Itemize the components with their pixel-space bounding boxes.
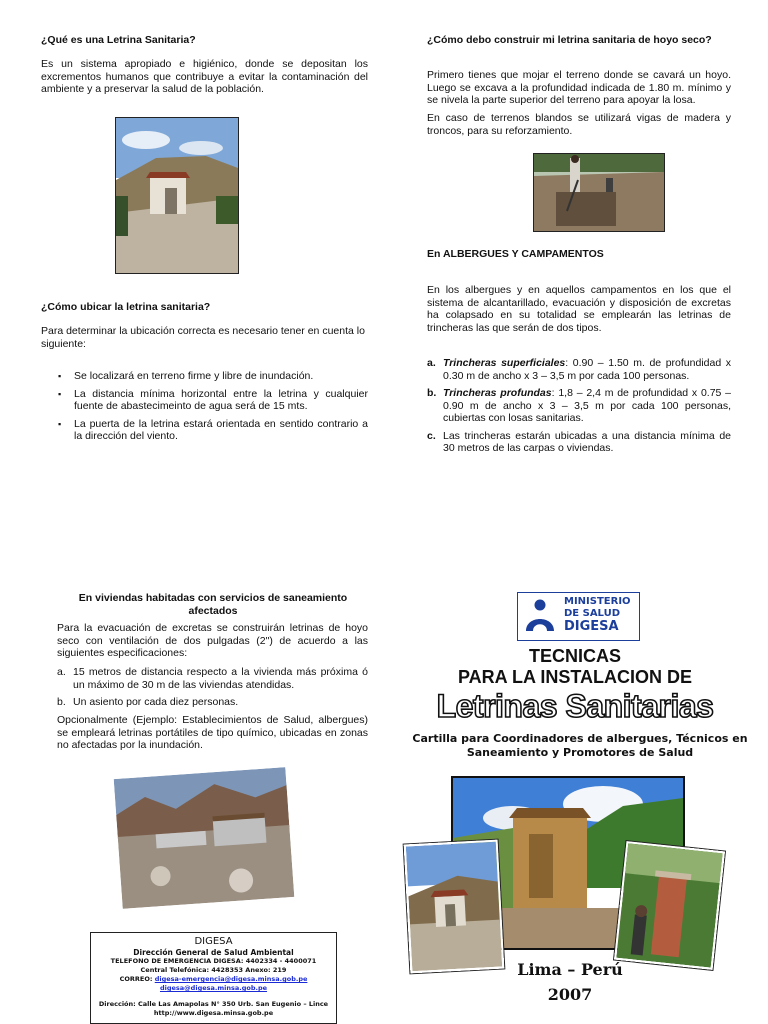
photo-portable-latrines [114,767,295,909]
contact-web[interactable]: http://www.digesa.minsa.gob.pe [153,1009,274,1017]
contact-address: Dirección: Calle Las Amapolas N° 350 Urb. San Eugenio – Lince [98,1000,329,1008]
list-item: b. Trincheras profundas: 1,8 – 2,4 m de profundidad x 0.75 – 0.90 m de ancho x 3 – 3,5 m por cada 100 personas, cubiertas con losas sanitarias. [427,387,732,424]
contact-phone: TELEFONO DE EMERGENCIA DIGESA: 4402334 - 4400071 [110,957,317,965]
list-item: a. 15 metros de distancia respecto a la vivienda más próxima ó un máximo de 30 m de las viviendas atendidas. [57,666,368,691]
heading-albergues: En ALBERGUES Y CAMPAMENTOS [427,248,604,260]
heading-que-es: ¿Qué es una Letrina Sanitaria? [41,34,196,46]
person-logo-icon [521,597,559,635]
photo-brick-latrine-man [614,841,725,970]
para-viviendas-1: Para la evacuación de excretas se construirán letrinas de hoyo seco con ventilación de dos pulgadas (2") de acuerdo a las siguientes especificaciones: [57,622,368,659]
contact-org: DIGESA [194,936,233,947]
heading-viviendas: En viviendas habitadas con servicios de saneamiento afectados [78,592,348,617]
para-albergues: En los albergues y en aquellos campamentos en los que el sistema de alcantarillado, evacuación y disposición de excretas ha colapsado en su totalidad se emplearán las letrinas de trincheras las que serán de dos tipos. [427,284,731,334]
bullet-list-ubicacion [41,370,368,448]
para-viviendas-2: Opcionalmente (Ejemplo: Establecimientos de Salud, albergues) se empleará letrinas portátiles de tipo químico, ubicadas en zonas no afectadas por la inundación. [57,714,368,751]
list-trincheras [427,357,731,460]
cover-subtitle: Cartilla para Coordinadores de albergues, Técnicos en Saneamiento y Promotores de Salud [412,732,748,759]
list-item: c. Las trincheras estarán ubicadas a una distancia mínima de 30 metros de las carpas o viviendas. [427,429,731,454]
logo-de-salud: DE SALUD [564,608,620,619]
photo-latrine-small [404,840,505,974]
ministerio-logo [517,592,640,641]
para-que-es: Es un sistema apropiado e higiénico, donde se depositan los excrementos humanos que contribuye a evitar la contaminación del ambiente y a preservar la salud de la población. [41,58,368,95]
list-item: a. Trincheras superficiales: 0.90 – 1.50 m. de profundidad x 0.30 m de ancho x 3 – 3,5 m por cada 100 personas. [427,357,731,382]
heading-como-construir: ¿Cómo debo construir mi letrina sanitaria de hoyo seco? [427,34,712,46]
email-link-emergencia[interactable]: digesa-emergencia@digesa.minsa.gob.pe [154,975,308,983]
cover-title-tecnicas: TECNICAS [528,646,621,666]
cover-title-instalacion: PARA LA INSTALACION DE [458,667,692,687]
para-como-ubicar: Para determinar la ubicación correcta es necesario tener en cuenta lo siguiente: [41,325,365,350]
para-construir-1: Primero tienes que mojar el terreno donde se cavará un hoyo. Luego se excava a la profundidad indicada de 1.80 m. mínimo y se nivela la parte superior del terreno para apoyar la losa. [427,69,731,106]
heading-como-ubicar: ¿Cómo ubicar la letrina sanitaria? [41,301,211,313]
contact-central: Central Telefónica: 4428353 Anexo: 219 [140,966,287,974]
cover-title-letrinas: Letrinas Sanitarias [436,688,714,724]
cover-year: 2007 [547,985,593,1004]
contact-box [90,932,337,1024]
email-link-digesa[interactable]: digesa@digesa.minsa.gob.pe [159,984,268,992]
logo-ministerio: MINISTERIO [564,596,631,607]
contact-dept: Dirección General de Salud Ambiental [133,948,294,957]
cover-place: Lima – Perú [517,960,623,979]
logo-digesa: DIGESA [564,619,619,634]
photo-latrine-hillside [115,117,239,274]
photo-digging-pit [533,153,665,232]
bullet-item: ▪ La puerta de la letrina estará orientada en sentido contrario a la dirección del viento. [41,418,368,443]
bullet-item: ▪ Se localizará en terreno firme y libre de inundación. [41,370,368,383]
bullet-item: ▪ La distancia mínima horizontal entre la letrina y cualquier fuente de abastecimeinto de agua será de 15 mts. [41,388,368,413]
list-item: b. Un asiento por cada diez personas. [57,696,239,708]
list-especificaciones [57,666,368,714]
para-construir-2: En caso de terrenos blandos se utilizará vigas de madera y troncos, para su reforzamiento. [427,112,731,137]
contact-correo-label: CORREO: [119,975,155,983]
